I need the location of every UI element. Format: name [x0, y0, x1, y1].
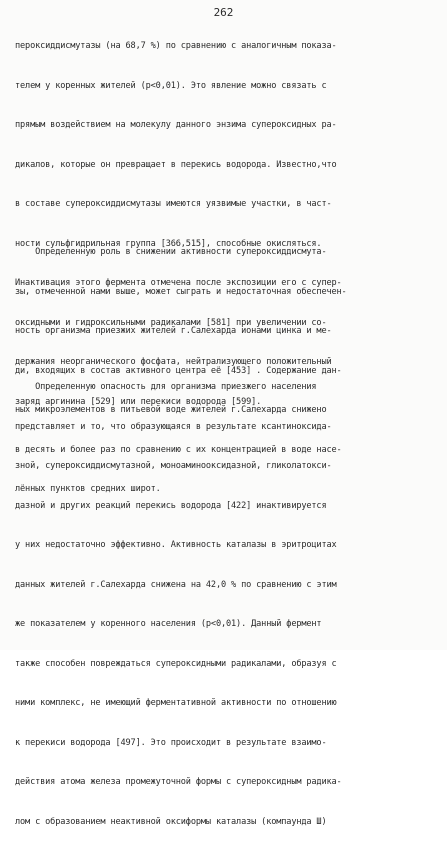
text-line: ность организма приезжих жителей г.Салехарда ионами цинка и ме- — [15, 326, 332, 336]
text-line: в составе супероксиддисмутазы имеются уязвимые участки, в част- — [15, 199, 332, 209]
text-line: данных жителей г.Салехарда снижена на 42,0 % по сравнению с этим — [15, 579, 337, 590]
text-line: Определенную опасность для организма приезжего населения — [15, 382, 317, 392]
text-line: телем у коренных жителей (р<0,01). Это явление можно связать с — [15, 80, 327, 91]
text-line: заряд аргинина [529] или перекиси водорода [599]. — [15, 396, 262, 407]
text-line: также способен повреждаться супероксидными радикалами, образуя с — [15, 658, 337, 669]
text-line: Определенную роль в снижении активности супероксиддисмута- — [15, 247, 327, 257]
text-line: же показателем у коренного населения (р<0,01). Данный фермент — [15, 619, 322, 629]
text-line: лом с образованием неактивной оксиформы каталазы (компаунда Ш) — [15, 816, 327, 827]
text-line: действия атома железа промежуточной формы с супероксидным радика- — [15, 777, 342, 787]
text-line: к перекиси водорода [497]. Это происходит в результате взаимо- — [15, 737, 327, 748]
text-line: Инактивация этого фермента отмечена после экспозиции его с супер- — [15, 278, 342, 288]
page-number: 262 — [213, 6, 234, 19]
text-line: представляет и то, что образующаяся в результате ксантиноксида- — [15, 421, 332, 432]
text-line: зной, супероксиддисмутазной, моноаминооксидазной, гликолатокси- — [15, 461, 332, 471]
text-line: держания неорганического фосфата, нейтрализующего положительный — [15, 357, 332, 367]
text-line: зы, отмеченной нами выше, может сыграть и недостаточная обеспечен- — [15, 286, 347, 297]
text-line: дазной и других реакций перекись водорода [422] инактивируется — [15, 500, 327, 511]
text-line: у них недостаточно эффективно. Активность каталазы в эритроцитах — [15, 540, 337, 550]
text-line: лённых пунктов средних широт. — [15, 484, 161, 494]
text-line: в десять и более раз по сравнению с их концентрацией в воде насе- — [15, 444, 342, 455]
text-line: ных микроэлементов в питьевой воде жителей г.Салехарда снижено — [15, 405, 327, 415]
text-line: ди, входящих в состав активного центра её [453] . Содержание дан- — [15, 365, 342, 376]
text-line: прямым воздействием на молекулу данного энзима супероксидных ра- — [15, 120, 337, 130]
text-line: пероксиддисмутазы (на 68,7 %) по сравнению с аналогичным показа- — [15, 41, 337, 51]
text-line: ними комплекс, не имеющий ферментативной активности по отношению — [15, 698, 337, 708]
text-line: оксидными и гидроксильными радикалами [581] при увеличении со- — [15, 317, 327, 328]
text-line: ности сульфгидрильная группа [366,515], способные окисляться. — [15, 238, 322, 249]
text-line: дикалов, которые он превращает в перекись водорода. Известно,что — [15, 159, 337, 170]
paragraph-3 — [15, 358, 435, 852]
